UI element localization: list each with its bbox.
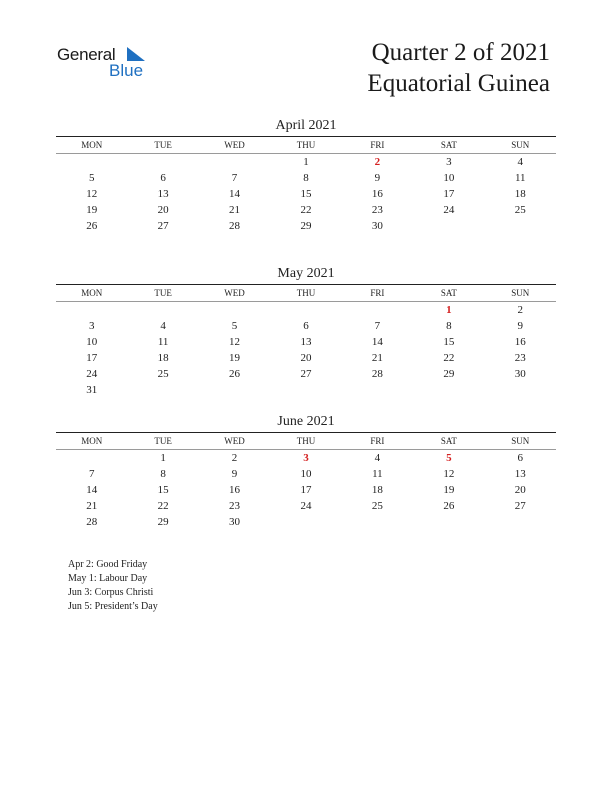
day-cell: 9: [517, 320, 523, 332]
day-cell: 21: [229, 204, 241, 216]
day-cell: 10: [300, 468, 312, 480]
weekday-label: THU: [296, 288, 316, 298]
day-cell: 30: [229, 516, 241, 528]
day-cell: 3: [446, 156, 452, 168]
day-cell: 15: [300, 188, 312, 200]
day-cell: 2: [231, 452, 238, 464]
weekday-header: [56, 285, 556, 302]
day-cell: 28: [229, 220, 241, 232]
day-cell: 31: [86, 384, 98, 396]
day-cell: 11: [372, 468, 383, 480]
day-cell: 10: [443, 172, 455, 184]
holiday-day: 2: [374, 156, 381, 168]
weekday-label: MON: [81, 436, 103, 446]
week-row: [56, 366, 556, 382]
weekday-header: [56, 137, 556, 154]
weekday-label: FRI: [370, 288, 385, 298]
day-cell: [342, 382, 413, 398]
week-row: [56, 170, 556, 186]
weekday-label: WED: [224, 288, 245, 298]
day-cell: 12: [86, 188, 98, 200]
day-cell: [199, 302, 270, 318]
day-cell: 4: [517, 156, 523, 168]
day-cell: 22: [157, 500, 169, 512]
title-quarter: Quarter 2 of 2021: [371, 39, 550, 66]
day-cell: 13: [157, 188, 169, 200]
weekday-label: SUN: [511, 140, 530, 150]
day-cell: [485, 218, 556, 234]
day-cell: 15: [157, 484, 169, 496]
day-cell: 19: [443, 484, 455, 496]
week-row: [56, 318, 556, 334]
day-cell: 27: [514, 500, 526, 512]
day-cell: 26: [86, 220, 98, 232]
day-cell: 24: [300, 500, 312, 512]
weekday-label: SAT: [440, 436, 457, 446]
day-cell: [342, 302, 413, 318]
day-cell: 17: [86, 352, 98, 364]
week-row: [56, 350, 556, 366]
day-cell: [56, 450, 127, 466]
weekday-label: MON: [81, 288, 103, 298]
day-cell: 19: [229, 352, 241, 364]
day-cell: 29: [157, 516, 169, 528]
week-row: [56, 202, 556, 218]
day-cell: 23: [229, 500, 241, 512]
day-cell: [413, 514, 484, 530]
holiday-note: Apr 2: Good Friday: [68, 559, 148, 570]
day-cell: 16: [229, 484, 241, 496]
day-cell: 9: [231, 468, 238, 480]
day-cell: 8: [160, 468, 166, 480]
weekday-label: FRI: [370, 436, 385, 446]
day-cell: 26: [443, 500, 455, 512]
weekday-label: TUE: [154, 436, 172, 446]
day-cell: 11: [514, 172, 526, 184]
day-cell: 3: [88, 320, 95, 332]
weekday-label: TUE: [154, 140, 172, 150]
weekday-label: SAT: [440, 140, 457, 150]
day-cell: 12: [443, 468, 455, 480]
holiday-note: Jun 3: Corpus Christi: [68, 587, 154, 598]
title-country: Equatorial Guinea: [367, 70, 550, 97]
month-title: June 2021: [277, 414, 335, 429]
day-cell: [199, 382, 270, 398]
week-row: [56, 154, 556, 170]
day-cell: [56, 154, 127, 170]
holiday-notes: [68, 558, 158, 614]
day-cell: 18: [371, 484, 383, 496]
holiday-note: May 1: Labour Day: [68, 573, 148, 584]
day-cell: 20: [157, 204, 169, 216]
day-cell: 14: [86, 484, 98, 496]
day-cell: 6: [303, 320, 309, 332]
day-cell: 11: [157, 336, 169, 348]
month-may: [56, 264, 556, 398]
day-cell: 18: [514, 188, 526, 200]
day-cell: 1: [303, 156, 309, 168]
week-row: [56, 466, 556, 482]
day-cell: 10: [86, 336, 98, 348]
week-row: [56, 334, 556, 350]
day-cell: 9: [374, 172, 381, 184]
day-cell: 4: [160, 320, 166, 332]
weekday-label: MON: [81, 140, 103, 150]
day-cell: [342, 514, 413, 530]
day-cell: 30: [371, 220, 383, 232]
weekday-label: THU: [296, 436, 316, 446]
weekday-label: SAT: [440, 288, 457, 298]
day-cell: 17: [443, 188, 455, 200]
day-cell: 28: [86, 516, 98, 528]
page-title: [367, 37, 550, 99]
day-cell: 13: [300, 336, 312, 348]
weekday-label: TUE: [154, 288, 172, 298]
day-cell: 7: [88, 468, 95, 480]
weekday-label: WED: [224, 436, 245, 446]
day-cell: [56, 302, 127, 318]
day-cell: 12: [229, 336, 241, 348]
week-row: [56, 482, 556, 498]
holiday-day: 3: [303, 452, 309, 464]
day-cell: [413, 218, 484, 234]
weekday-label: SUN: [511, 436, 530, 446]
day-cell: 29: [443, 368, 455, 380]
day-cell: 16: [514, 336, 526, 348]
weekday-header: [56, 433, 556, 450]
month-title: May 2021: [277, 266, 335, 281]
day-cell: 17: [300, 484, 312, 496]
day-cell: 28: [371, 368, 383, 380]
holiday-day: 5: [446, 452, 452, 464]
weekday-label: WED: [224, 140, 245, 150]
day-cell: 8: [446, 320, 452, 332]
logo-general-text: General: [57, 45, 116, 64]
day-cell: 25: [157, 368, 169, 380]
day-cell: 7: [374, 320, 381, 332]
day-cell: 14: [371, 336, 383, 348]
day-cell: [413, 382, 484, 398]
weekday-label: SUN: [511, 288, 530, 298]
day-cell: 21: [86, 500, 98, 512]
day-cell: [127, 154, 198, 170]
day-cell: 13: [514, 468, 526, 480]
day-cell: 29: [300, 220, 312, 232]
day-cell: [270, 302, 341, 318]
day-cell: 5: [231, 320, 238, 332]
week-row: [56, 514, 556, 530]
day-cell: [127, 382, 198, 398]
day-cell: 2: [517, 304, 523, 316]
day-cell: 8: [303, 172, 309, 184]
day-cell: 25: [371, 500, 383, 512]
day-cell: 15: [443, 336, 455, 348]
week-row: [56, 498, 556, 514]
day-cell: 23: [514, 352, 526, 364]
day-cell: [485, 382, 556, 398]
weekday-label: THU: [296, 140, 316, 150]
month-title: April 2021: [275, 118, 337, 133]
day-cell: [127, 302, 198, 318]
weekday-label: FRI: [370, 140, 385, 150]
week-row: [56, 186, 556, 202]
day-cell: 20: [300, 352, 312, 364]
day-cell: 27: [157, 220, 169, 232]
day-cell: 7: [231, 172, 238, 184]
day-cell: 26: [229, 368, 241, 380]
holiday-note: Jun 5: President’s Day: [68, 601, 158, 612]
day-cell: 6: [517, 452, 523, 464]
logo-blue-text: Blue: [109, 61, 144, 80]
week-row: [56, 218, 556, 234]
day-cell: 27: [300, 368, 312, 380]
day-cell: 24: [86, 368, 98, 380]
day-cell: 14: [229, 188, 241, 200]
day-cell: [270, 514, 341, 530]
day-cell: [199, 154, 270, 170]
day-cell: 18: [157, 352, 169, 364]
day-cell: 22: [443, 352, 455, 364]
day-cell: 1: [160, 452, 166, 464]
day-cell: 30: [514, 368, 526, 380]
week-row: [56, 450, 556, 466]
day-cell: [270, 382, 341, 398]
day-cell: 16: [371, 188, 383, 200]
day-cell: 21: [371, 352, 383, 364]
day-cell: 6: [160, 172, 166, 184]
day-cell: 24: [443, 204, 455, 216]
day-cell: 19: [86, 204, 98, 216]
day-cell: 5: [88, 172, 95, 184]
day-cell: 22: [300, 204, 312, 216]
week-row: [56, 302, 556, 318]
month-april: [56, 116, 556, 234]
logo: [57, 45, 167, 85]
day-cell: 23: [371, 204, 383, 216]
month-june: [56, 412, 556, 530]
day-cell: 20: [514, 484, 526, 496]
day-cell: 4: [374, 452, 381, 464]
day-cell: [485, 514, 556, 530]
holiday-day: 1: [446, 304, 452, 316]
week-row: [56, 382, 556, 398]
day-cell: 25: [514, 204, 526, 216]
